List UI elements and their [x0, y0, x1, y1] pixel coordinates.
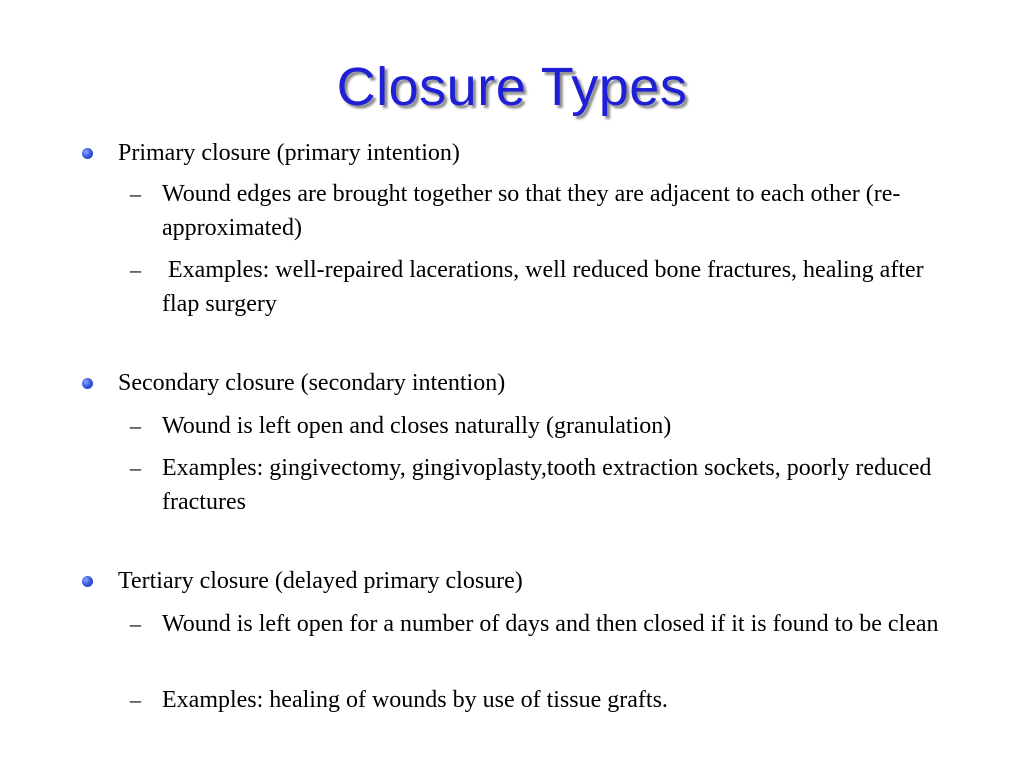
- sub-item-secondary-2: Examples: gingivectomy, gingivoplasty,tooth extraction sockets, poorly reduced fractures: [162, 455, 932, 515]
- sub-item-secondary-1: Wound is left open and closes naturally (granulation): [162, 413, 672, 439]
- slide-title: Closure Types: [336, 57, 688, 117]
- dash-icon: –: [130, 687, 141, 712]
- bullet-icon: [82, 148, 93, 159]
- sub-item-tertiary-1: Wound is left open for a number of days and then closed if it is found to be clean: [162, 611, 939, 637]
- sub-item-primary-1: Wound edges are brought together so that they are adjacent to each other (re-approximated): [162, 181, 901, 241]
- bullet-heading-primary: Primary closure (primary intention): [118, 140, 460, 166]
- dash-icon: –: [130, 181, 141, 206]
- sub-item-primary-2: Examples: well-repaired lacerations, well reduced bone fractures, healing after flap surgery: [162, 257, 930, 317]
- dash-icon: –: [130, 455, 141, 480]
- dash-icon: –: [130, 413, 141, 438]
- bullet-heading-tertiary: Tertiary closure (delayed primary closure): [118, 568, 523, 594]
- dash-icon: –: [130, 257, 141, 282]
- sub-item-tertiary-2: Examples: healing of wounds by use of tissue grafts.: [162, 687, 668, 713]
- bullet-heading-secondary: Secondary closure (secondary intention): [118, 370, 506, 396]
- dash-icon: –: [130, 611, 141, 636]
- bullet-icon: [82, 576, 93, 587]
- bullet-icon: [82, 378, 93, 389]
